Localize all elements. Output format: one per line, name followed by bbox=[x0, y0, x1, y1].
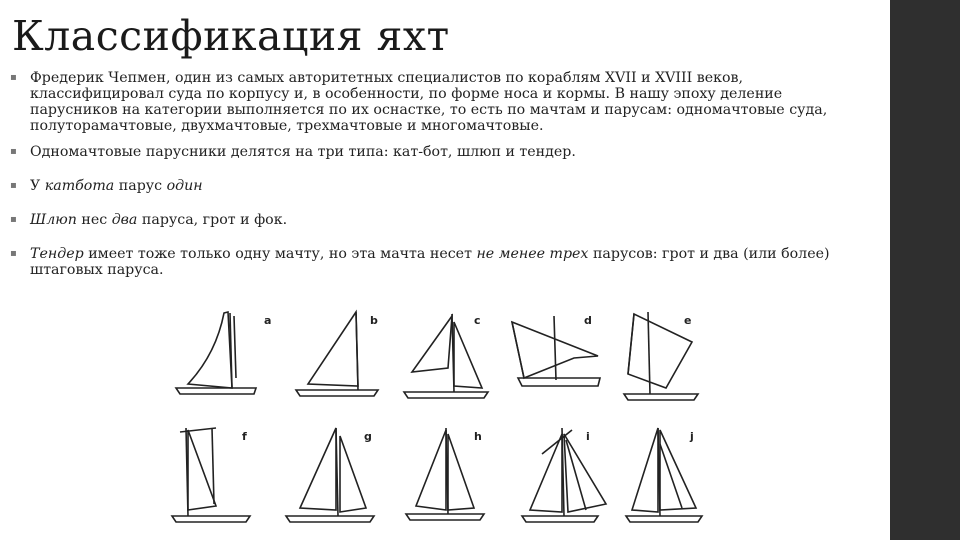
bullet-emphasis: катбота bbox=[44, 178, 115, 194]
bullet-item bbox=[10, 212, 870, 228]
sailboat-icon bbox=[614, 308, 714, 408]
rig-figure-c bbox=[396, 308, 496, 408]
figure-label: c bbox=[474, 314, 481, 327]
bullet-emphasis: один bbox=[166, 178, 203, 194]
rig-figure-d bbox=[504, 308, 604, 408]
sailboat-icon bbox=[398, 424, 498, 524]
sailboat-icon bbox=[624, 424, 724, 524]
figure-label: a bbox=[264, 314, 272, 327]
bullet-emphasis: Тендер bbox=[30, 246, 84, 262]
bullet-text: имеет тоже только одну мачту, но эта мачта несет bbox=[83, 246, 477, 262]
rig-figure-f bbox=[168, 424, 268, 524]
figure-label: b bbox=[370, 314, 378, 327]
slide-title: Классификация яхт bbox=[12, 12, 450, 60]
rig-figure-a bbox=[168, 308, 272, 408]
sail-figures bbox=[168, 308, 728, 528]
bullet-text: парусов: грот и два (или более) штаговых паруса. bbox=[30, 246, 830, 278]
bullet-dot: ▪ bbox=[10, 214, 17, 225]
bullet-item bbox=[10, 246, 870, 278]
bullet-text: парус bbox=[114, 178, 167, 194]
figure-label: h bbox=[474, 430, 482, 443]
bullet-text: Одномачтовые парусники делятся на три типа: кат-бот, шлюп и тендер. bbox=[30, 144, 576, 160]
rig-figure-i bbox=[514, 424, 614, 524]
bullet-text: нес bbox=[76, 212, 112, 228]
right-sidebar-bar bbox=[890, 0, 960, 540]
figure-label: e bbox=[684, 314, 692, 327]
bullet-dot: ▪ bbox=[10, 146, 17, 157]
figure-label: d bbox=[584, 314, 592, 327]
bullet-item bbox=[10, 178, 870, 194]
bullet-list bbox=[10, 70, 870, 278]
bullet-dot: ▪ bbox=[10, 180, 17, 191]
bullet-dot: ▪ bbox=[10, 72, 17, 83]
rig-figure-g bbox=[282, 424, 382, 524]
bullet-text: У bbox=[30, 178, 45, 194]
rig-figure-h bbox=[398, 424, 498, 524]
bullet-item bbox=[10, 70, 870, 134]
rig-figure-e bbox=[614, 308, 714, 408]
bullet-text: паруса, грот и фок. bbox=[137, 212, 288, 228]
sailboat-icon bbox=[514, 424, 614, 524]
bullet-emphasis: не менее трех bbox=[476, 246, 589, 262]
rig-figure-b bbox=[286, 308, 386, 408]
sailboat-icon bbox=[168, 308, 268, 408]
bullet-text: Фредерик Чепмен, один из самых авторитетных специалистов по кораблям XVII и XVIII веков, классифицировал суда по корпусу и, в особенности, по форме носа и кормы. В нашу эпоху деление парусников на категории выполняется по их оснастке, то есть по мачтам и парусам: одномачтовые суда, полуторамачтовые, двухмачтовые, трехмачтовые и многомачтовые. bbox=[30, 70, 828, 134]
bullet-emphasis: Шлюп bbox=[30, 212, 77, 228]
rig-figure-j bbox=[624, 424, 724, 524]
bullet-dot: ▪ bbox=[10, 248, 17, 259]
sailboat-icon bbox=[396, 308, 496, 408]
figure-label: g bbox=[364, 430, 372, 443]
figure-label: f bbox=[242, 430, 247, 443]
figure-label: i bbox=[586, 430, 590, 443]
sailboat-icon bbox=[168, 424, 268, 524]
figure-label: j bbox=[690, 430, 694, 443]
bullet-emphasis: два bbox=[111, 212, 138, 228]
bullet-item bbox=[10, 144, 870, 160]
